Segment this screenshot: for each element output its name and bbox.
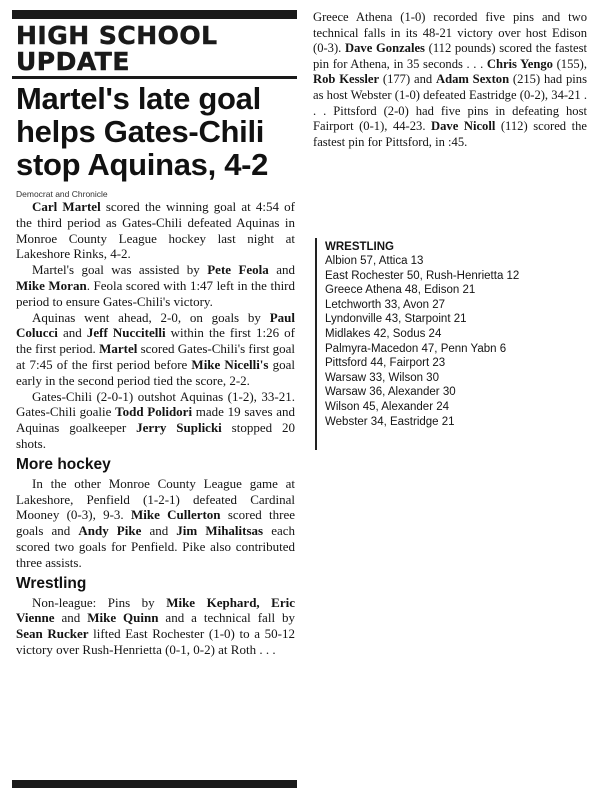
paragraph-6 [12, 595, 297, 658]
score-line: Palmyra-Macedon 47, Penn Yabn 6 [325, 342, 507, 355]
headline-line-1: Martel's late goal [16, 81, 261, 116]
text-run: each scored two goals for Penfield. Pike also contributed three assists. [16, 523, 295, 570]
left-column [12, 10, 297, 788]
wrestling-scoreboard [309, 238, 589, 456]
bold-name: Carl Martel [32, 199, 101, 214]
text-run: Martel's goal was assisted by [32, 262, 208, 278]
bold-name: Todd Polidori [115, 404, 193, 420]
right-column [307, 10, 589, 222]
bold-name: Mike Cullerton [130, 507, 221, 523]
bold-name: Paul Colucci [16, 309, 295, 341]
bold-name: Mike Quinn [87, 610, 159, 626]
score-line: Warsaw 33, Wilson 30 [325, 371, 439, 384]
paragraph-3 [12, 310, 297, 389]
bold-name: Mike Moran [16, 277, 87, 293]
score-line: Lyndonville 43, Starpoint 21 [325, 313, 467, 326]
text-run: stopped 20 shots. [16, 420, 295, 451]
text-run: Aquinas went ahead, 2-0, on goals by [32, 309, 270, 325]
text-run: scored the winning goal at 4:54 of the third period as Gates-Chili defeated Aquinas in Monroe County League hockey last night at Lakeshore Rinks, 4-2. [16, 199, 295, 262]
score-line: Pittsford 44, Fairport 23 [325, 357, 446, 370]
bold-name: Chris Yengo [486, 56, 553, 71]
kicker-rule [12, 76, 297, 79]
text-run: and [54, 610, 88, 626]
score-line: Wilson 45, Alexander 24 [325, 400, 450, 413]
text-run: (177) and [379, 72, 436, 87]
text-run: and a technical fall by [158, 610, 296, 626]
text-run: and [268, 262, 295, 278]
bold-name: Jeff Nuccitelli [86, 325, 166, 341]
score-line: Warsaw 36, Alexander 30 [325, 386, 456, 399]
text-run: within the first 1:26 of the first period. [16, 325, 295, 357]
text-run: scored three goals and [16, 507, 295, 539]
scoreboard-list [325, 254, 589, 429]
bold-name: Jim Mihalitsas [176, 523, 264, 539]
score-line: Greece Athena 48, Edison 21 [325, 284, 476, 297]
paragraph-5 [12, 476, 297, 571]
paragraph-7 [307, 10, 589, 150]
score-line: East Rochester 50, Rush-Henrietta 12 [325, 269, 520, 282]
text-run: made 19 saves and Aquinas goalkeeper [16, 404, 295, 436]
text-run: (112 pounds) scored the fastest pin for Athena, in 35 seconds . . . [313, 41, 587, 71]
subhead-more-hockey: More hockey [16, 455, 111, 473]
text-run: In the other Monroe County League game at Lakeshore, Penfield (1-2-1) defeated Cardinal Mooney (0-3), 9-3. [16, 475, 295, 523]
text-run: (215) had pins as host Webster (1-0) defeated Eastridge (0-2), 34-21 . . . Pittsford (2-0) had five pins in defeating host Fairport (0-1), 44-23. [313, 72, 587, 134]
text-run: and [141, 523, 177, 539]
paragraph-1 [12, 199, 297, 262]
bold-name: Andy Pike [78, 523, 142, 539]
text-run: . Feola scored with 1:47 left in the third period to ensure Gates-Chili's victory. [16, 277, 296, 309]
kicker-line-1: HIGH SCHOOL [16, 21, 218, 50]
bold-name: Dave Nicoll [431, 119, 496, 134]
text-run: goal early in the second period tied the score, 2-2. [16, 356, 295, 388]
score-line: Midlakes 42, Sodus 24 [325, 327, 442, 340]
bold-name: Mike Kephard, Eric Vienne [16, 594, 296, 626]
score-line: Letchworth 33, Avon 27 [325, 298, 445, 311]
kicker-line-2: UPDATE [16, 47, 130, 76]
bold-name: Adam Sexton [435, 72, 510, 87]
text-run: scored Gates-Chili's first goal at 7:45 of the first period before [16, 341, 295, 372]
subhead-wrestling: Wrestling [16, 574, 87, 592]
bold-name: Dave Gonzales [345, 41, 425, 56]
bold-name: Mike Nicelli's [191, 356, 269, 372]
bold-name: Rob Kessler [313, 72, 380, 87]
score-line: Webster 34, Eastridge 21 [325, 415, 455, 428]
headline-line-2: helps Gates-Chili [16, 114, 265, 149]
text-run: Non-league: Pins by [32, 594, 167, 610]
text-run: Greece Athena (1-0) recorded five pins and two technical falls in its 48-21 victory over host Edison (0-3). [313, 10, 587, 56]
score-line: Albion 57, Attica 13 [325, 255, 424, 267]
bold-name: Pete Feola [207, 262, 269, 278]
scoreboard-frame [315, 238, 589, 450]
byline-credit: Democrat and Chronicle [16, 189, 108, 199]
headline [16, 82, 297, 181]
bottom-rule [12, 780, 297, 788]
headline-line-3: stop Aquinas, 4-2 [16, 147, 269, 182]
scoreboard-title: WRESTLING [325, 241, 394, 253]
bold-name: Sean Rucker [16, 626, 89, 642]
text-run: lifted East Rochester (1-0) to a 50-12 victory over Rush-Henrietta (0-1, 0-2) at Roth . . . [16, 626, 295, 657]
paragraph-4 [12, 389, 297, 452]
paragraph-2 [12, 262, 297, 309]
text-run: and [57, 325, 87, 341]
text-run: (155), [552, 56, 588, 71]
text-run: Gates-Chili (2-0-1) outshot Aquinas (1-2), 33-21. Gates-Chili goalie [16, 388, 295, 420]
bold-name: Jerry Suplicki [136, 420, 222, 436]
text-run: (112) scored the fastest pin for Pittsford, in :45. [313, 119, 587, 149]
bold-name: Martel [99, 341, 138, 357]
top-rule [12, 10, 297, 19]
